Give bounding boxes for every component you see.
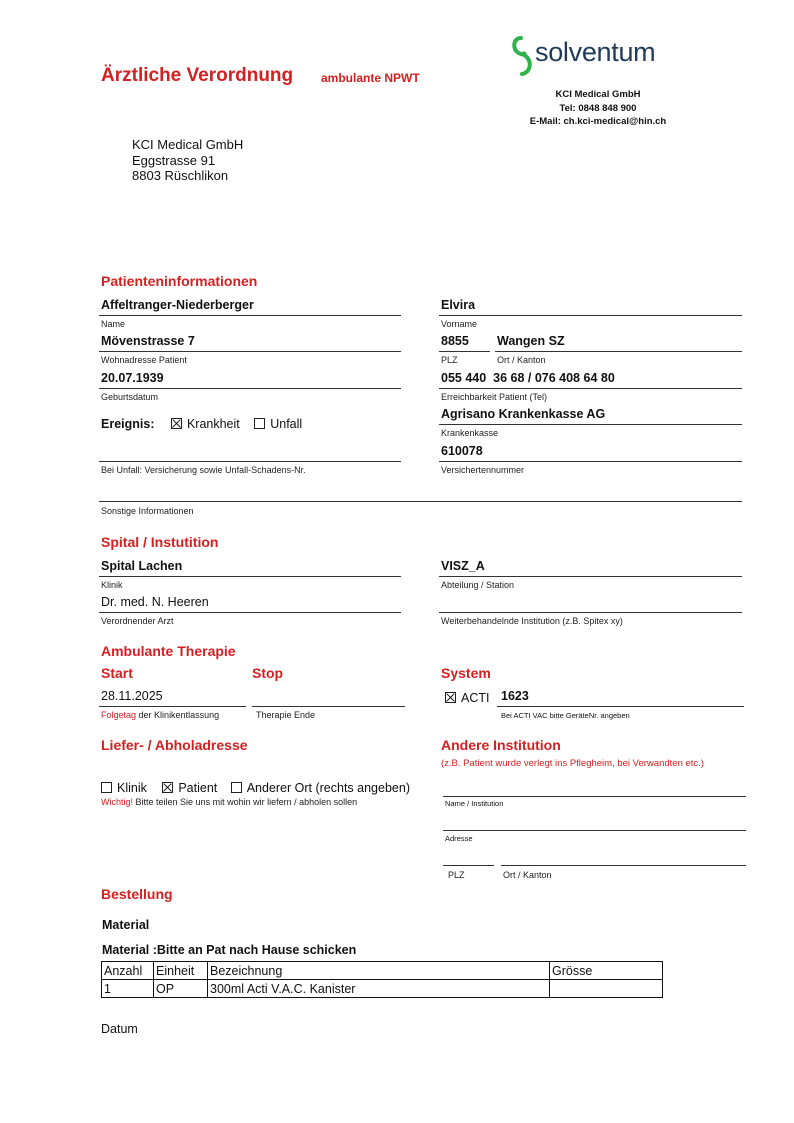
therapy-stop-heading: Stop (252, 665, 284, 681)
follow-institution-label: Weiterbehandelnde Institution (z.B. Spitex xy) (441, 616, 623, 626)
patient-address-value[interactable]: Mövenstrasse 7 (101, 334, 195, 348)
patient-city-line (495, 351, 742, 352)
cell-anzahl: 1 (102, 980, 154, 998)
delivery-options (101, 779, 410, 797)
therapy-start-heading: Start (101, 665, 133, 681)
address-line-2: Eggstrasse 91 (132, 152, 216, 168)
address-line-1: KCI Medical GmbH (132, 137, 244, 152)
delivery-warning-red: Wichtig! (101, 797, 134, 807)
department-line (439, 576, 742, 577)
col-bezeichnung: Bezeichnung (208, 962, 550, 980)
patient-firstname-line (439, 315, 742, 316)
insurer-value[interactable]: Agrisano Krankenkasse AG (441, 407, 606, 421)
solventum-logo-icon (508, 34, 538, 78)
patient-birthdate-value[interactable]: 20.07.1939 (101, 371, 164, 385)
col-groesse: Grösse (550, 962, 663, 980)
section-therapy: Ambulante Therapie (101, 643, 236, 659)
follow-institution-line[interactable] (439, 612, 742, 613)
patient-firstname-value[interactable]: Elvira (441, 298, 476, 312)
event-row (101, 415, 302, 433)
section-patient: Patienteninformationen (101, 273, 258, 289)
patient-birthdate-line (99, 388, 401, 389)
other-institution-plz-label: PLZ (448, 870, 465, 880)
patient-address-label: Wohnadresse Patient (101, 355, 187, 365)
checkbox-unfall[interactable] (254, 418, 265, 429)
accident-label: Bei Unfall: Versicherung sowie Unfall-Schadens-Nr. (101, 465, 306, 475)
section-hospital: Spital / Instutition (101, 534, 219, 550)
therapy-stop-label: Therapie Ende (256, 710, 316, 720)
section-order: Bestellung (101, 886, 173, 902)
company-contact (508, 88, 688, 129)
insured-number-label: Versichertennummer (441, 465, 525, 475)
patient-firstname-label: Vorname (441, 319, 478, 329)
doctor-value[interactable]: Dr. med. N. Heeren (101, 595, 209, 609)
accident-line[interactable] (99, 461, 401, 462)
other-info-label: Sonstige Informationen (101, 506, 194, 516)
patient-name-line (99, 315, 401, 316)
company-name: KCI Medical GmbH (555, 89, 641, 100)
other-info-line[interactable] (99, 501, 742, 502)
form-title: Ärztliche Verordnung (101, 65, 294, 86)
system-option-label: ACTI (461, 691, 490, 705)
date-label: Datum (101, 1022, 138, 1036)
other-institution-city-label: Ort / Kanton (503, 870, 552, 880)
patient-phone-label: Erreichbarkeit Patient (Tel) (441, 392, 548, 402)
patient-city-value[interactable]: Wangen SZ (497, 334, 565, 348)
system-number-value[interactable]: 1623 (501, 689, 529, 703)
other-institution-city-line[interactable] (501, 865, 746, 866)
table-row[interactable] (102, 980, 663, 998)
clinic-line (99, 576, 401, 577)
department-value[interactable]: VISZ_A (441, 559, 485, 573)
patient-phone-value[interactable]: 055 440 36 68 / 076 408 64 80 (441, 371, 615, 385)
address-line-3: 8803 Rüschlikon (132, 168, 229, 183)
system-number-line (497, 706, 744, 707)
form-subtitle: ambulante NPWT (321, 71, 420, 85)
therapy-start-hint (101, 710, 219, 720)
material-table-header (102, 962, 663, 980)
insurer-label: Krankenkasse (441, 428, 499, 438)
other-institution-hint: (z.B. Patient wurde verlegt ins Pflegheim, bei Verwandten etc.) (441, 758, 704, 769)
patient-birthdate-label: Geburtsdatum (101, 392, 159, 402)
option-unfall-label: Unfall (270, 417, 303, 431)
other-institution-address-line[interactable] (443, 830, 746, 831)
therapy-start-value[interactable]: 28.11.2025 (101, 689, 163, 703)
system-hint: Bei ACTI VAC bitte GeräteNr. angeben (501, 711, 630, 720)
insured-number-value[interactable]: 610078 (441, 444, 483, 458)
option-krankheit-label: Krankheit (186, 417, 240, 431)
other-institution-plz-line[interactable] (443, 865, 494, 866)
section-delivery: Liefer- / Abholadresse (101, 737, 248, 753)
delivery-warning (101, 797, 357, 807)
other-institution-address-label: Adresse (445, 834, 473, 843)
clinic-value[interactable]: Spital Lachen (101, 559, 183, 573)
therapy-start-hint-text: der Klinikentlassung (138, 710, 220, 720)
cell-einheit: OP (154, 980, 208, 998)
delivery-warning-text: Bitte teilen Sie uns mit wohin wir liefern / abholen sollen (135, 797, 358, 807)
section-other-institution: Andere Institution (441, 737, 561, 753)
material-note: Material :Bitte an Pat nach Hause schicken (102, 943, 357, 957)
insured-number-line (439, 461, 742, 462)
option-patient-label: Patient (178, 781, 218, 795)
patient-plz-value[interactable]: 8855 (441, 334, 469, 348)
therapy-start-line (99, 706, 246, 707)
patient-city-label: Ort / Kanton (497, 355, 546, 365)
patient-name-value[interactable]: Affeltranger-Niederberger (101, 298, 254, 312)
patient-plz-label: PLZ (441, 355, 458, 365)
checkbox-acti[interactable] (445, 692, 456, 703)
doctor-line (99, 612, 401, 613)
patient-phone-line (439, 388, 742, 389)
cell-groesse (550, 980, 663, 998)
patient-name-label: Name (101, 319, 126, 329)
other-institution-name-label: Name / Institution (445, 799, 504, 808)
event-label: Ereignis: (101, 417, 155, 431)
cell-bezeichnung: 300ml Acti V.A.C. Kanister (208, 980, 550, 998)
patient-plz-line (439, 351, 490, 352)
material-heading: Material (102, 918, 150, 932)
option-klinik-label: Klinik (117, 781, 147, 795)
system-option (445, 689, 489, 707)
clinic-label: Klinik (101, 580, 123, 590)
doctor-label: Verordnender Arzt (101, 616, 174, 626)
therapy-start-hint-red: Folgetag (101, 710, 137, 720)
therapy-system-heading: System (441, 665, 491, 681)
insurer-line (439, 424, 742, 425)
checkbox-other-place[interactable] (231, 782, 242, 793)
checkbox-klinik[interactable] (101, 782, 112, 793)
recipient-address (132, 137, 243, 184)
company-tel: Tel: 0848 848 900 (559, 102, 637, 114)
therapy-stop-line[interactable] (252, 706, 405, 707)
option-other-place-label: Anderer Ort (rechts angeben) (246, 781, 410, 795)
other-institution-name-line[interactable] (443, 796, 746, 797)
brand-name: solventum (535, 37, 656, 67)
company-email: E-Mail: ch.kci-medical@hin.ch (529, 116, 667, 127)
col-anzahl: Anzahl (102, 962, 154, 980)
material-table (101, 961, 663, 998)
col-einheit: Einheit (154, 962, 208, 980)
department-label: Abteilung / Station (441, 580, 515, 590)
checkbox-krankheit[interactable] (171, 418, 182, 429)
patient-address-line (99, 351, 401, 352)
checkbox-patient[interactable] (162, 782, 173, 793)
